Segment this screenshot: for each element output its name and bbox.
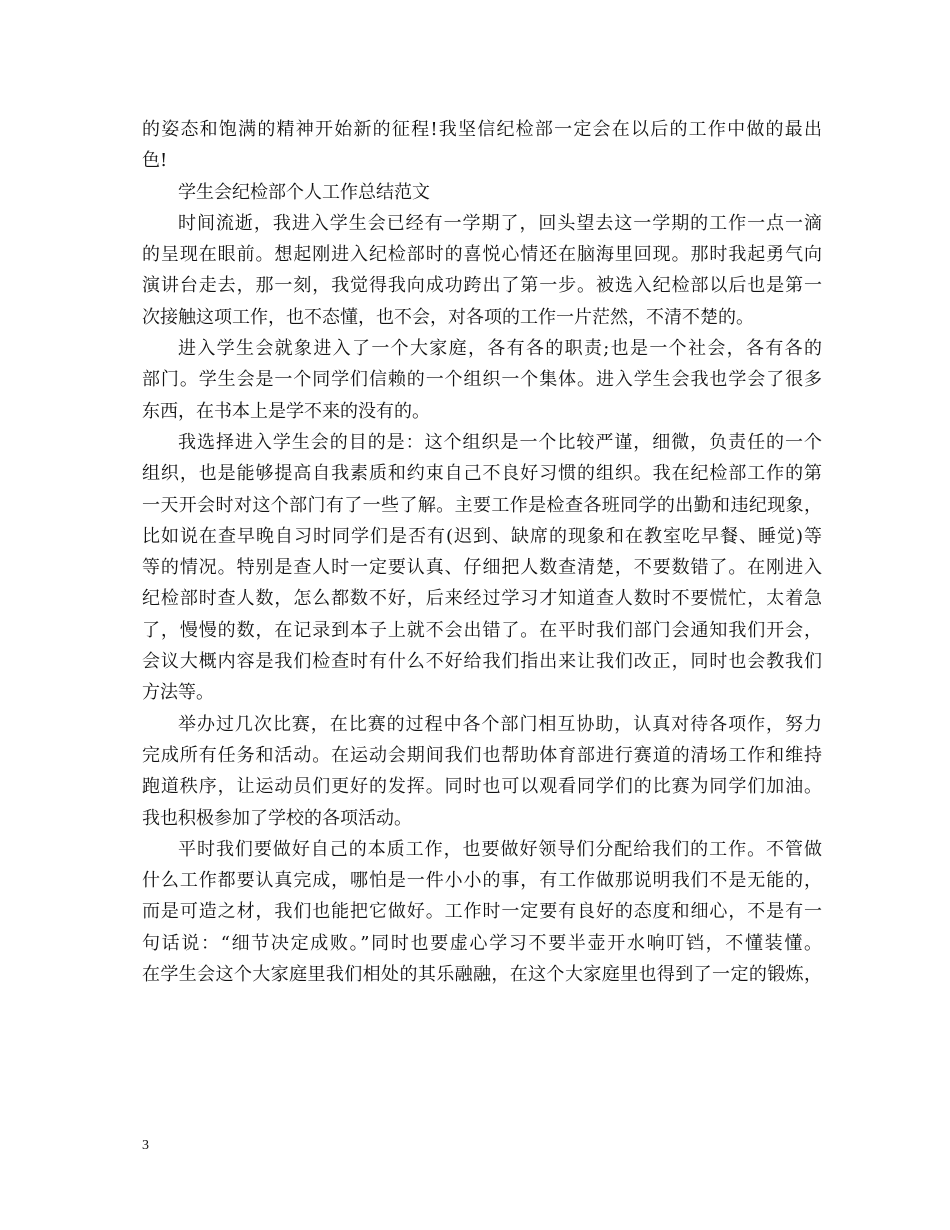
text-line: 演讲台走去，那一刻，我觉得我向成功跨出了第一步。被选入纪检部以后也是第一 (142, 275, 822, 297)
text-line: 组织，也是能够提高自我素质和约束自己不良好习惯的组织。我在纪检部工作的第 (142, 463, 822, 485)
text-line: 比如说在查早晚自习时同学们是否有(迟到、缺席的现象和在教室吃早餐、睡觉)等 (142, 525, 822, 547)
text-line: 完成所有任务和活动。在运动会期间我们也帮助体育部进行赛道的清场工作和维持 (142, 744, 822, 766)
text-line: 的姿态和饱满的精神开始新的征程!我坚信纪检部一定会在以后的工作中做的最出 (142, 119, 822, 140)
text-line: 会议大概内容是我们检查时有什么不好给我们指出来让我们改正，同时也会教我们 (142, 651, 822, 673)
paragraph-first-line: 我选择进入学生会的目的是：这个组织是一个比较严谨，细微，负责任的一个 (178, 431, 822, 453)
text-line: 纪检部时查人数，怎么都数不好，后来经过学习才知道查人数时不要慌忙，太着急 (142, 588, 822, 610)
text-line: 我也积极参加了学校的各项活动。 (142, 807, 412, 829)
text-line: 而是可造之材，我们也能把它做好。工作时一定要有良好的态度和细心，不是有一 (142, 901, 822, 923)
text-line: 色! (142, 150, 168, 172)
text-line: 等的情况。特别是查人时一定要认真、仔细把人数查清楚，不要数错了。在刚进入 (142, 557, 822, 579)
text-line: 一天开会时对这个部门有了一些了解。主要工作是检查各班同学的出勤和违纪现象， (142, 494, 822, 516)
paragraph-first-line: 举办过几次比赛，在比赛的过程中各个部门相互协助，认真对待各项作，努力 (178, 713, 822, 735)
page-number: 3 (142, 1138, 149, 1153)
text-line: 句话说：“细节决定成败。”同时也要虚心学习不要半壶开水响叮铛，不懂装懂。 (142, 932, 822, 954)
text-line: 方法等。 (142, 682, 214, 704)
text-line: 跑道秩序，让运动员们更好的发挥。同时也可以观看同学们的比赛为同学们加油。 (142, 776, 822, 798)
paragraph-first-line: 平时我们要做好自己的本质工作，也要做好领导们分配给我们的工作。不管做 (178, 838, 822, 860)
paragraph-first-line: 时间流逝，我进入学生会已经有一学期了，回头望去这一学期的工作一点一滴 (178, 212, 822, 234)
paragraph-first-line: 学生会纪检部个人工作总结范文 (178, 181, 430, 203)
text-line: 在学生会这个大家庭里我们相处的其乐融融，在这个大家庭里也得到了一定的锻炼， (142, 964, 822, 986)
text-line: 的呈现在眼前。想起刚进入纪检部时的喜悦心情还在脑海里回现。那时我起勇气向 (142, 244, 822, 266)
body-text (142, 114, 822, 990)
text-line: 了，慢慢的数，在记录到本子上就不会出错了。在平时我们部门会通知我们开会， (142, 619, 822, 641)
text-line: 次接触这项工作，也不态懂，也不会，对各项的工作一片茫然，不清不楚的。 (142, 306, 754, 328)
paragraph-first-line: 进入学生会就象进入了一个大家庭，各有各的职责;也是一个社会，各有各的 (178, 338, 822, 360)
text-line: 东西，在书本上是学不来的没有的。 (142, 400, 430, 422)
text-line: 部门。学生会是一个同学们信赖的一个组织一个集体。进入学生会我也学会了很多 (142, 369, 822, 391)
text-line: 什么工作都要认真完成，哪怕是一件小小的事，有工作做那说明我们不是无能的， (142, 870, 822, 892)
